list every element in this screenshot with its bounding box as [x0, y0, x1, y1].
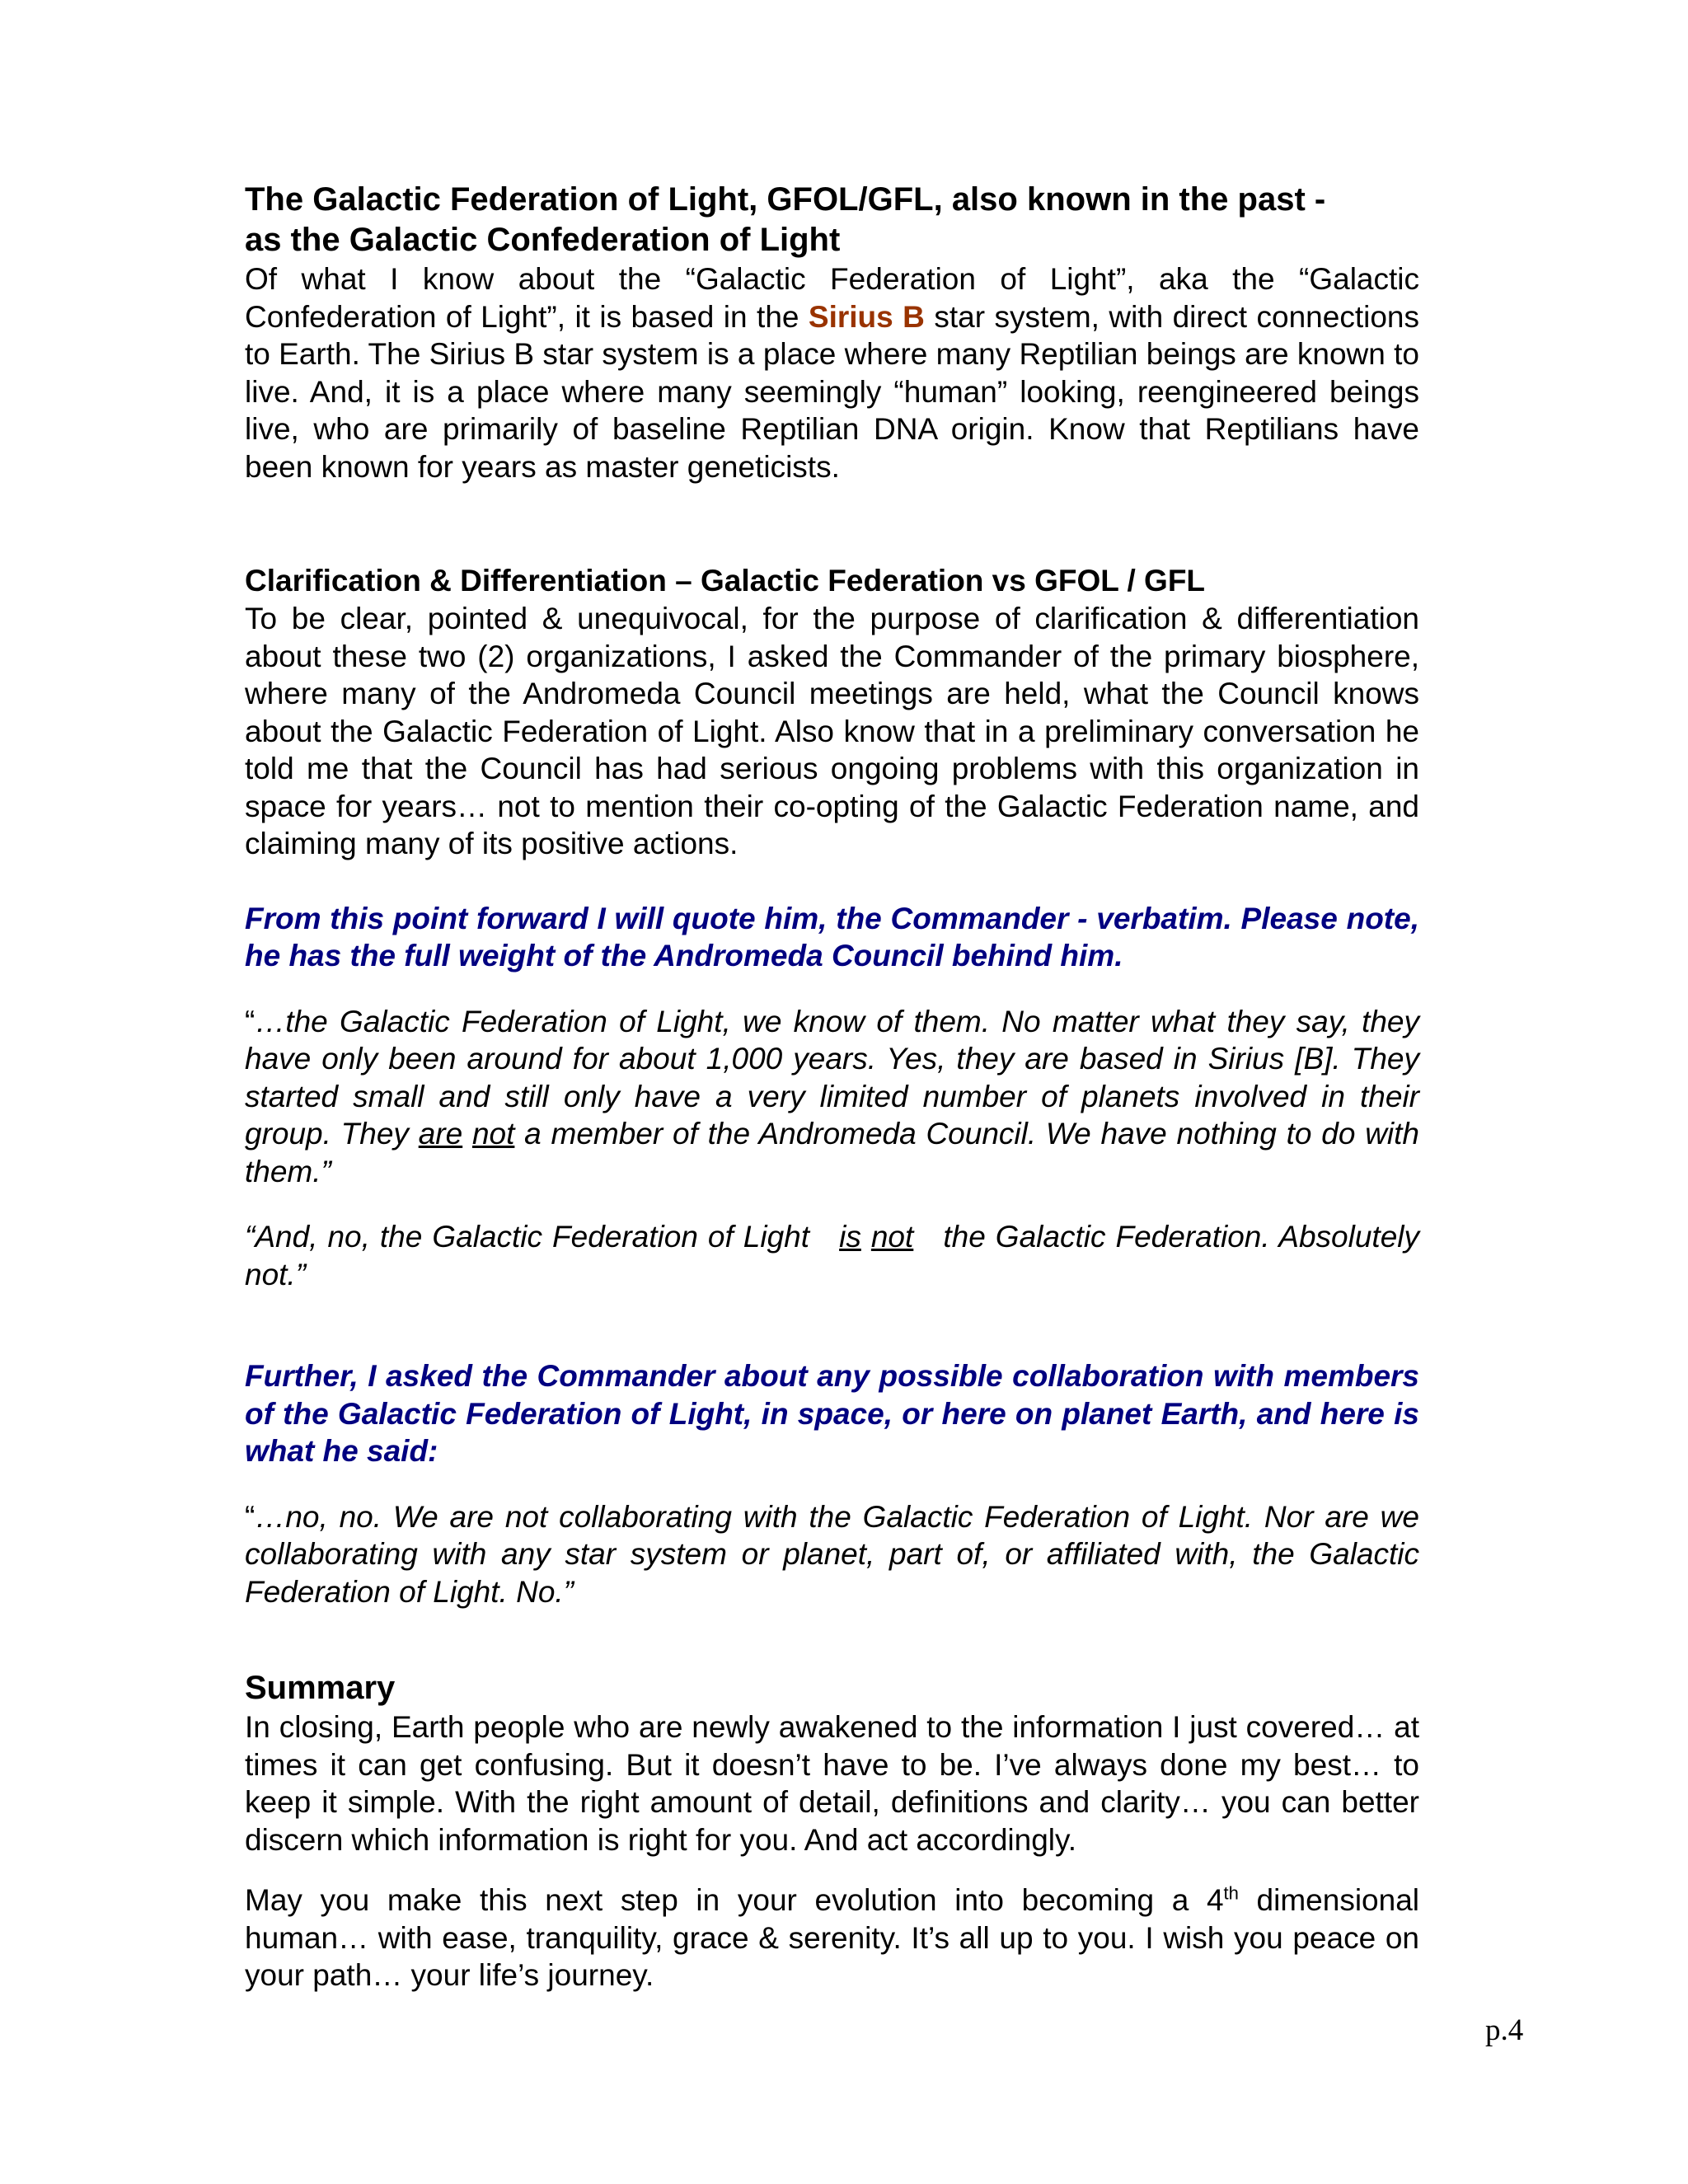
paragraph: Of what I know about the “Galactic Federation of Light”, aka the “Galactic Confederation of Light”, it is based in the Sirius B star system, with direct connections to Earth. The Sirius B star system is a place where many Reptilian beings are known to live. And, it is a place where many seemingly “human” looking, reengineered beings live, who are primarily of baseline Reptilian DNA origin. Know that Reptilians have been known for years as master geneticists. [245, 262, 1419, 484]
paragraph: May you make this next step in your evolution into becoming a 4th dimensional human… with ease, tranquility, grace & serenity. It’s all up to you. I wish you peace on your path… your life’s journey. [245, 1882, 1419, 1992]
sirius-b-highlight: Sirius B [808, 299, 925, 334]
quote: “And, no, the Galactic Federation of Light is not the Galactic Federation. Absolutely not.” [245, 1220, 1428, 1291]
heading-line-1: The Galactic Federation of Light, GFOL/GFL, also known in the past - [245, 181, 1326, 218]
heading-line-2: as the Galactic Confederation of Light [245, 222, 841, 258]
quote: “…no, no. We are not collaborating with the Galactic Federation of Light. Nor are we collaborating with any star system or planet, part of, or affiliated with, the Galactic Federation of Light. No.” [245, 1499, 1419, 1609]
blue-callout: Further, I asked the Commander about any possible collaboration with members of the Galactic Federation of Light, in space, or here on planet Earth, and here is what he said: [245, 1359, 1419, 1468]
section-gfol [245, 180, 1419, 485]
section-heading: Summary [245, 1670, 396, 1706]
paragraph: In closing, Earth people who are newly awakened to the information I just covered… at times it can get confusing. But it doesn’t have to be. I’ve always done my best… to keep it simple. With the right amount of detail, definitions and clarity… you can better discern which information is right for you. And act accordingly. [245, 1710, 1419, 1857]
quote: “…the Galactic Federation of Light, we know of them. No matter what they say, they have only been around for about 1,000 years. Yes, they are based in Sirius [B]. They started small and still only have a very limited number of planets involved in their group. They are not a member of the Andromeda Council. We have nothing to do with them.” [245, 1004, 1419, 1188]
section-heading [245, 180, 1419, 260]
section-summary [245, 1668, 1419, 1994]
page-number: p.4 [1485, 2013, 1524, 2047]
blue-callout: From this point forward I will quote him, the Commander - verbatim. Please note, he has the full weight of the Andromeda Council behind him. [245, 901, 1419, 972]
section-clarification [245, 562, 1428, 1610]
paragraph: To be clear, pointed & unequivocal, for the purpose of clarification & differentiation about these two (2) organizations, I asked the Commander of the primary biosphere, where many of the Andromeda Council meetings are held, what the Council knows about the Galactic Federation of Light. Also know that in a preliminary conversation he told me that the Council has had serious ongoing problems with this organization in space for years… not to mention their co-opting of the Galactic Federation name, and claiming many of its positive actions. [245, 602, 1419, 860]
section-heading: Clarification & Differentiation – Galactic Federation vs GFOL / GFL [245, 564, 1206, 598]
